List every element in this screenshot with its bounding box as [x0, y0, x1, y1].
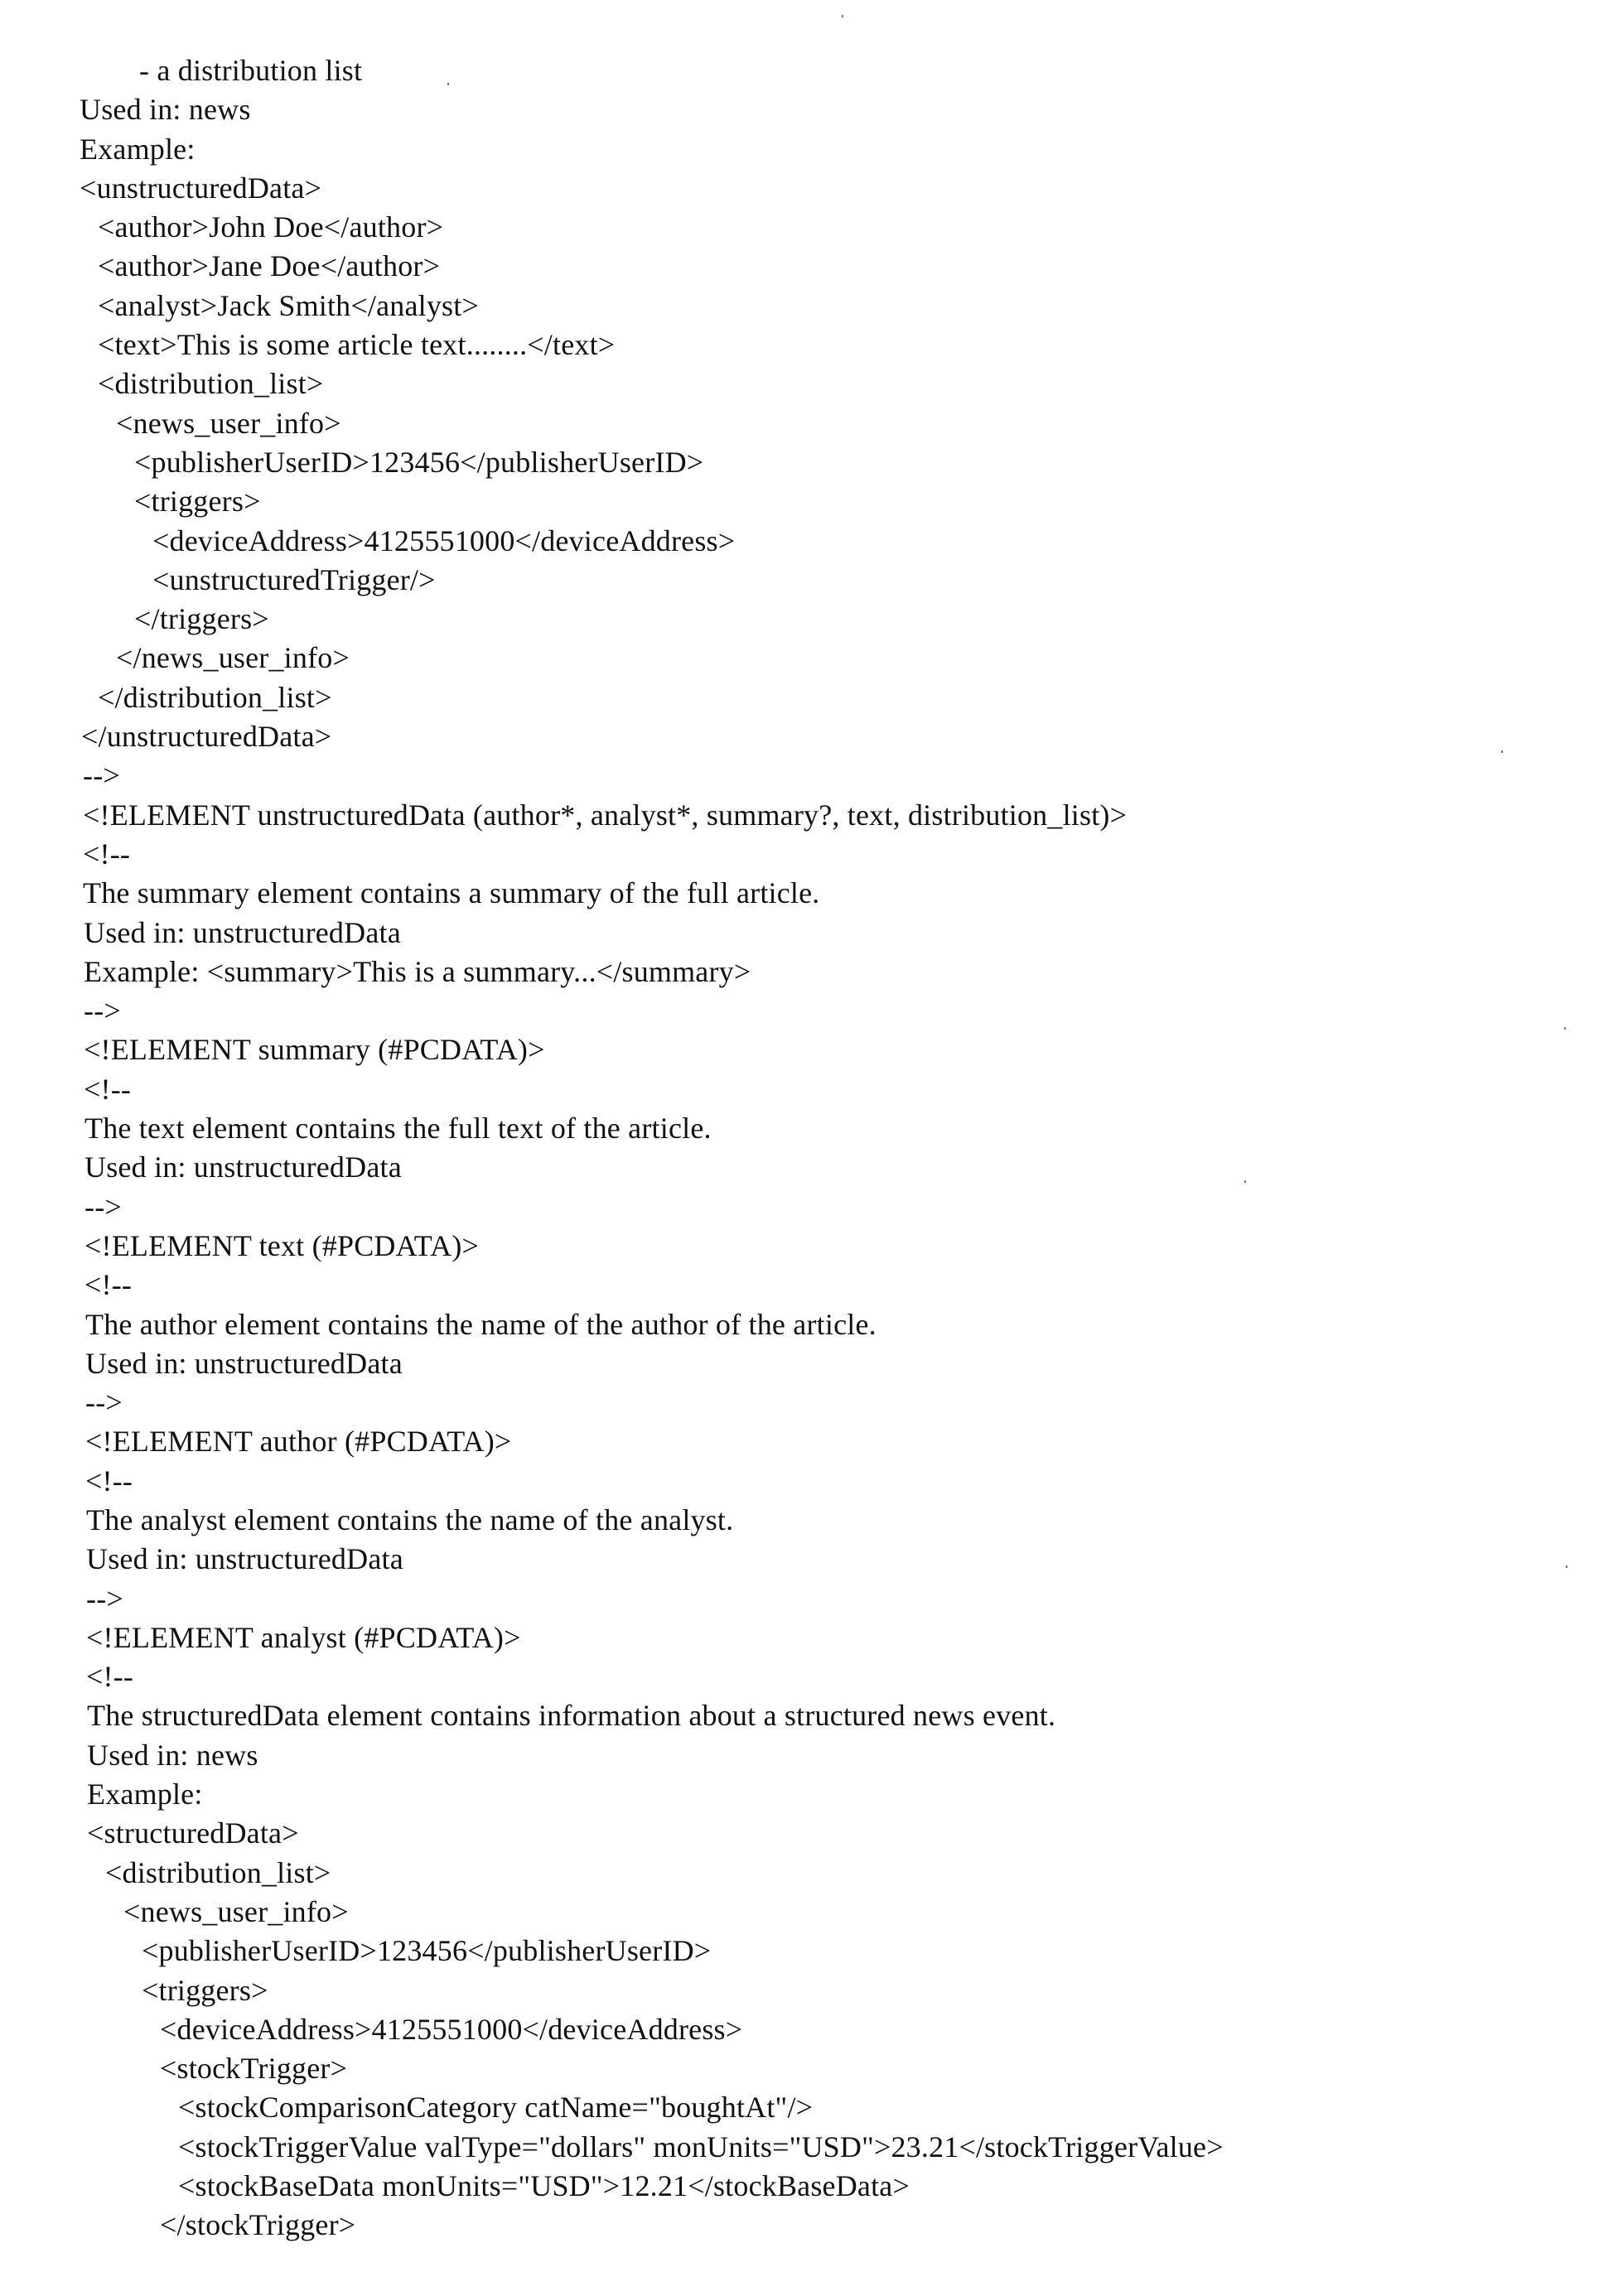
document-line: <!ELEMENT text (#PCDATA)>	[85, 1228, 480, 1262]
document-line: </unstructuredData>	[81, 720, 332, 754]
document-line: Used in: news	[87, 1738, 258, 1772]
document-line: - a distribution list	[139, 54, 363, 87]
document-line: <author>John Doe</author>	[98, 210, 444, 244]
document-line: <publisherUserID>123456</publisherUserID>	[142, 1934, 712, 1968]
document-line: <unstructuredTrigger/>	[152, 562, 436, 596]
document-line: The text element contains the full text of the article.	[85, 1112, 712, 1146]
document-line: <triggers>	[142, 1973, 268, 2007]
document-line: -->	[85, 1386, 123, 1420]
document-line: <distribution_list>	[105, 1855, 331, 1889]
document-line: The summary element contains a summary of the full article.	[83, 876, 820, 910]
document-line: -->	[84, 994, 121, 1028]
document-line: </stockTrigger>	[160, 2208, 356, 2242]
document-line: Example: <summary>This is a summary...</summary>	[84, 954, 751, 988]
document-line: <publisherUserID>123456</publisherUserID>	[134, 445, 704, 479]
scan-speck	[842, 15, 843, 17]
document-line: Used in: unstructuredData	[86, 1542, 403, 1576]
document-line: <!--	[83, 837, 131, 871]
document-line: <!ELEMENT summary (#PCDATA)>	[84, 1033, 545, 1067]
document-line: <structuredData>	[87, 1816, 299, 1850]
document-line: </triggers>	[134, 602, 269, 636]
scan-speck	[1566, 1565, 1567, 1568]
document-line: Example:	[87, 1777, 203, 1811]
document-line: Used in: news	[80, 93, 251, 127]
document-line: <deviceAddress>4125551000</deviceAddress>	[152, 523, 736, 557]
document-line: <deviceAddress>4125551000</deviceAddress>	[160, 2012, 743, 2046]
document-line: <!ELEMENT analyst (#PCDATA)>	[86, 1620, 521, 1654]
document-line: Used in: unstructuredData	[85, 1346, 403, 1380]
document-line: <stockBaseData monUnits="USD">12.21</stockBaseData>	[178, 2169, 910, 2203]
scan-speck	[1501, 750, 1503, 753]
document-line: <stockComparisonCategory catName="boughtAt"/>	[178, 2091, 814, 2125]
document-line: -->	[85, 1189, 122, 1223]
document-line: <unstructuredData>	[80, 171, 322, 205]
document-line: The author element contains the name of the author of the article.	[85, 1307, 877, 1341]
document-line: </news_user_info>	[116, 641, 350, 675]
document-line: <author>Jane Doe</author>	[98, 249, 441, 283]
document-line: The structuredData element contains information about a structured news event.	[87, 1699, 1056, 1733]
document-line: <text>This is some article text........</text>	[98, 328, 616, 362]
document-line: Used in: unstructuredData	[85, 1150, 402, 1184]
scan-speck	[447, 83, 449, 85]
document-line: <news_user_info>	[123, 1894, 349, 1928]
document-line: <distribution_list>	[98, 367, 324, 401]
document-line: -->	[86, 1581, 123, 1615]
dtd-text-body	[80, 51, 1224, 2245]
document-line: <!--	[85, 1464, 133, 1498]
document-line: </distribution_list>	[98, 680, 332, 714]
document-line: <!--	[84, 1072, 132, 1106]
document-line: Example:	[80, 132, 196, 166]
document-line: <!--	[85, 1268, 133, 1302]
document-line: <analyst>Jack Smith</analyst>	[98, 288, 479, 322]
document-line: <stockTrigger>	[160, 2052, 348, 2086]
document-line: <stockTriggerValue valType="dollars" monUnits="USD">23.21</stockTriggerValue>	[178, 2130, 1224, 2163]
scan-speck	[1244, 1180, 1246, 1183]
document-line: <!ELEMENT author (#PCDATA)>	[85, 1425, 512, 1459]
document-line: <!--	[86, 1660, 134, 1694]
document-line: <triggers>	[134, 485, 261, 519]
scan-speck	[1564, 1027, 1566, 1030]
document-line: <!ELEMENT unstructuredData (author*, analyst*, summary?, text, distribution_list)>	[83, 798, 1128, 832]
document-line: <news_user_info>	[116, 406, 341, 440]
document-line: The analyst element contains the name of the analyst.	[86, 1503, 734, 1536]
document-line: Used in: unstructuredData	[84, 915, 401, 949]
document-line: -->	[83, 759, 120, 793]
